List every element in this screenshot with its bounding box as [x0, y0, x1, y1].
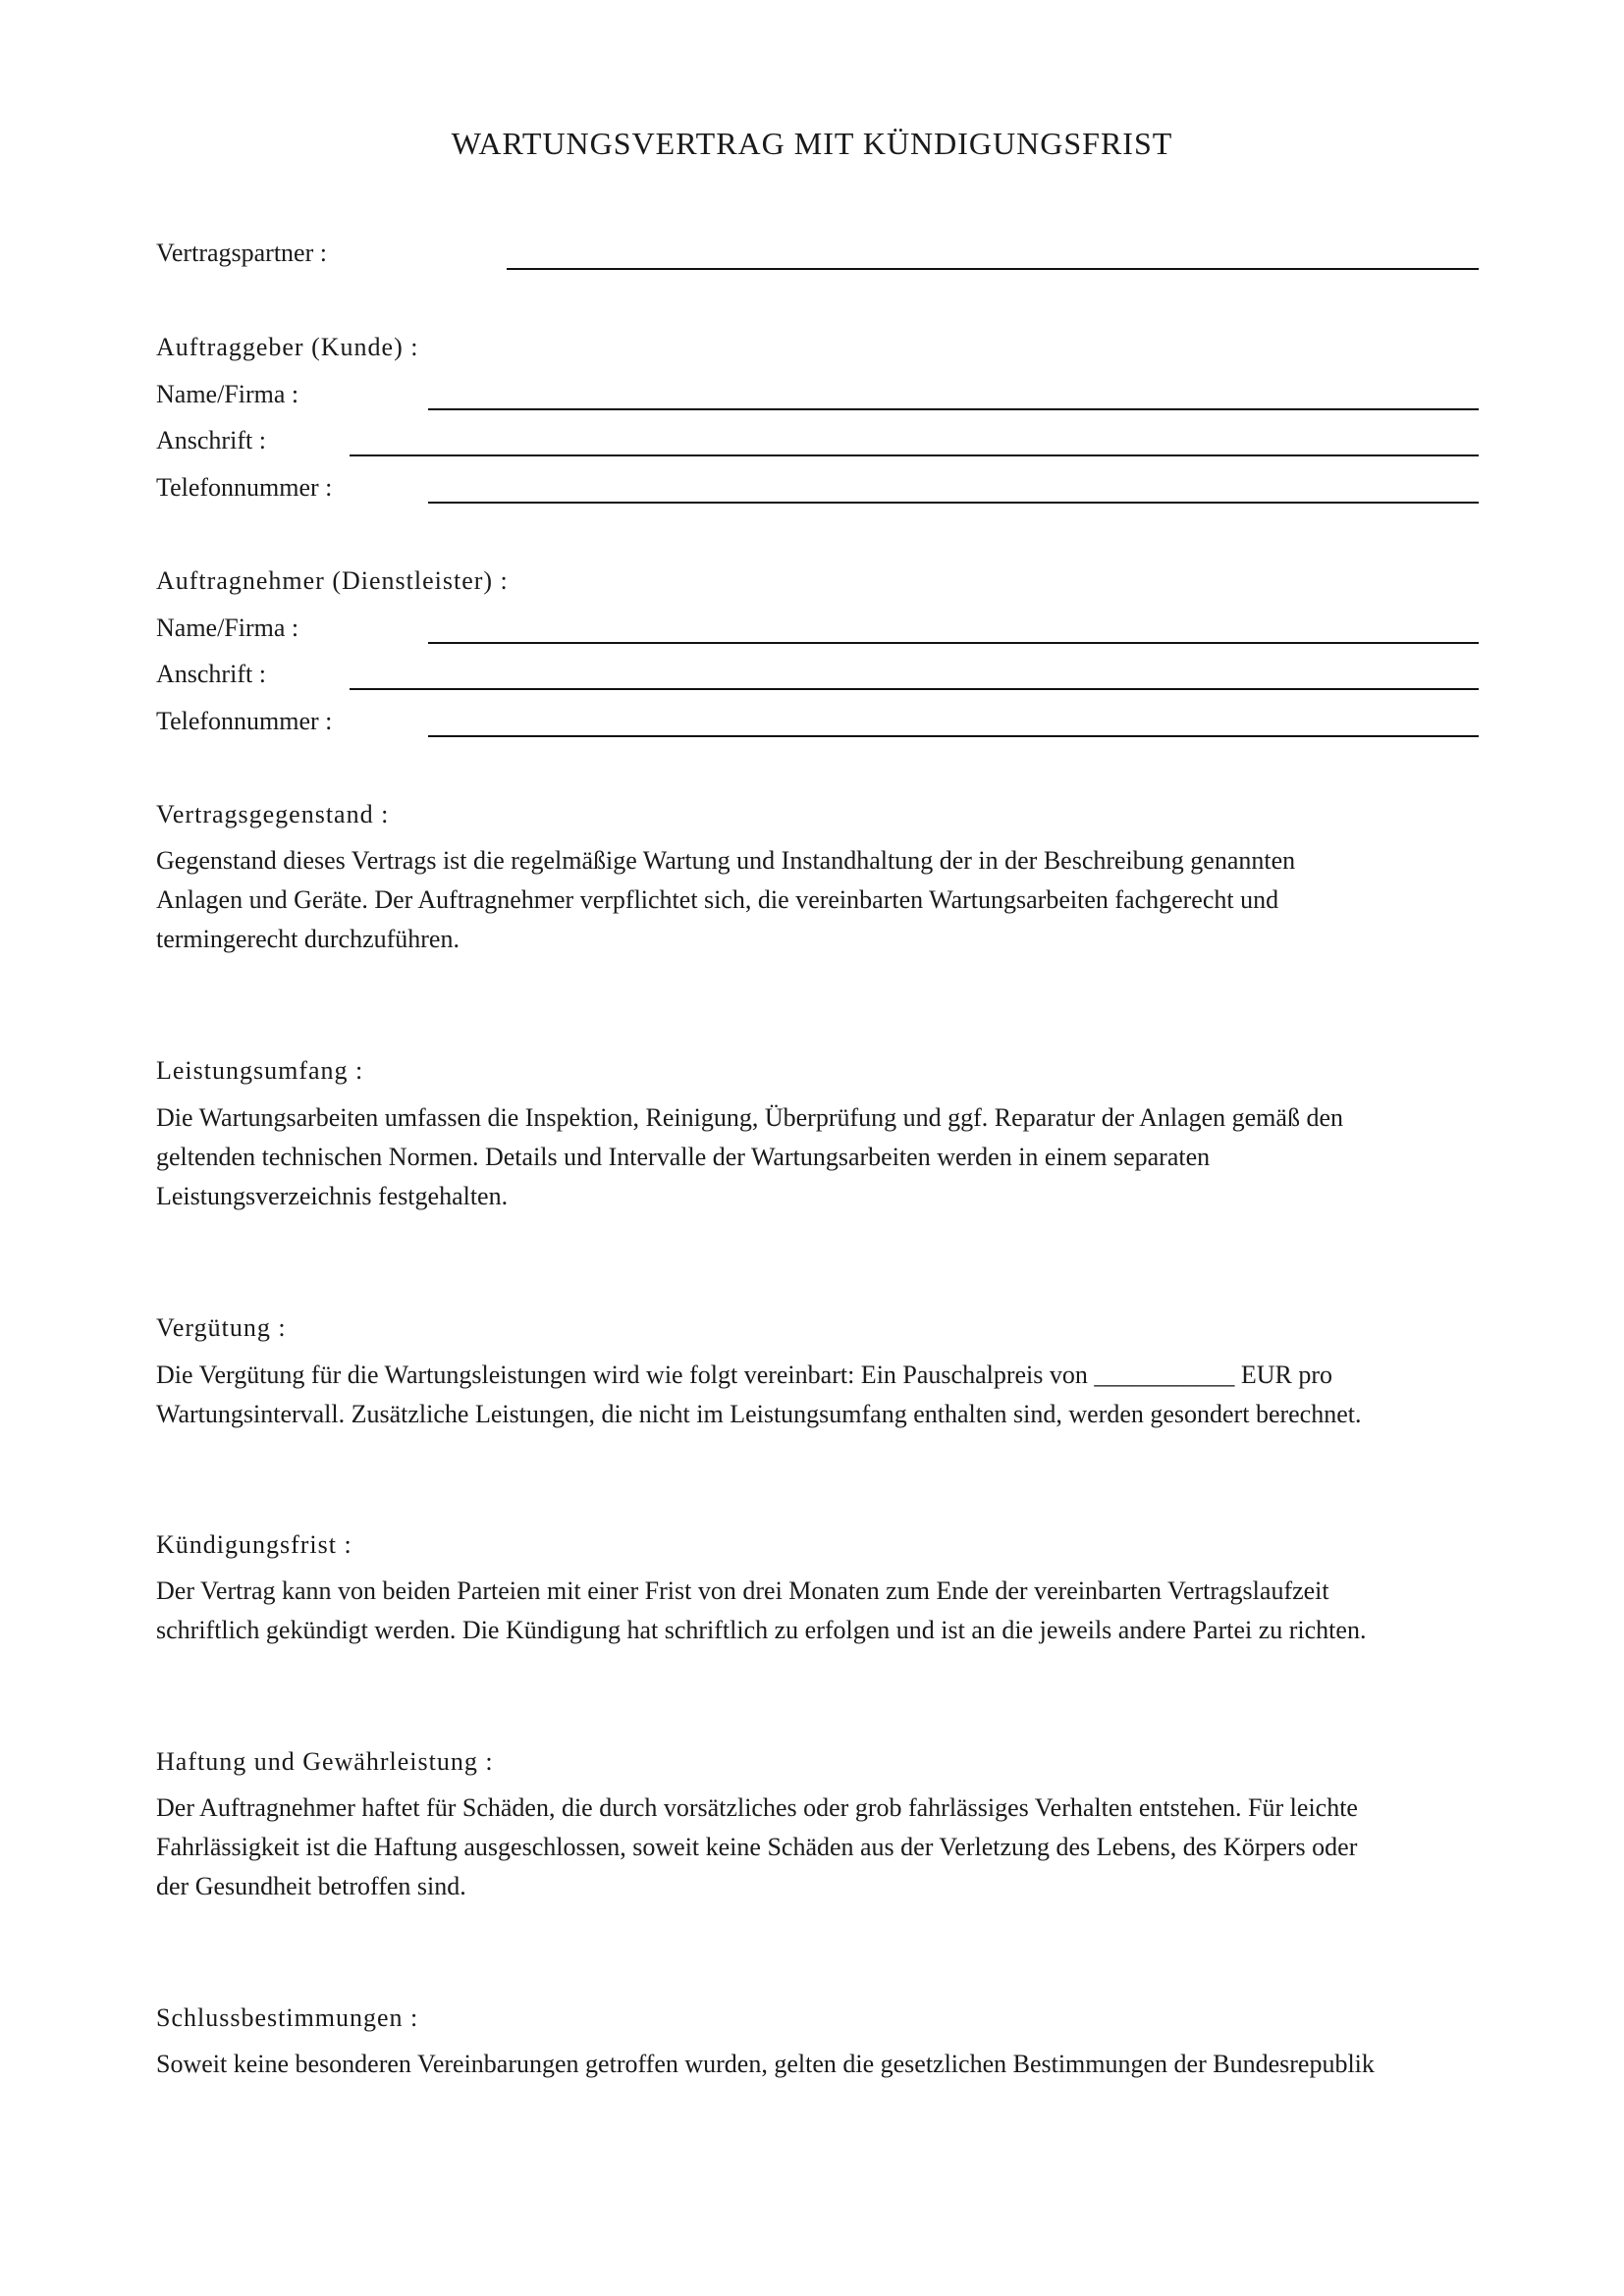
auftragnehmer-heading: Auftragnehmer (Dienstleister) :	[156, 566, 509, 595]
section-text-kuendigungsfrist	[156, 1572, 1491, 1650]
text-line: Leistungsverzeichnis festgehalten.	[156, 1182, 509, 1210]
section-heading-verguetung: Vergütung :	[156, 1313, 287, 1342]
auftragnehmer-anschrift-field[interactable]	[350, 688, 1479, 690]
auftraggeber-telefon-label: Telefonnummer :	[156, 473, 333, 502]
vertragspartner-label: Vertragspartner :	[156, 239, 327, 267]
section-heading-vertragsgegenstand: Vertragsgegenstand :	[156, 800, 390, 828]
auftraggeber-anschrift-field[interactable]	[350, 454, 1479, 456]
auftraggeber-anschrift-label: Anschrift :	[156, 426, 266, 454]
text-line: Der Auftragnehmer haftet für Schäden, die durch vorsätzliches oder grob fahrlässiges Verhalten entstehen. Für leichte	[156, 1793, 1358, 1822]
text-line: schriftlich gekündigt werden. Die Kündigung hat schriftlich zu erfolgen und ist an die jeweils andere Partei zu richten.	[156, 1616, 1367, 1644]
auftraggeber-name-field[interactable]	[428, 408, 1479, 410]
text-line: Die Vergütung für die Wartungsleistungen wird wie folgt vereinbart: Ein Pauschalpreis von ___________ EUR pro	[156, 1361, 1333, 1389]
text-line: Gegenstand dieses Vertrags ist die regelmäßige Wartung und Instandhaltung der in der Beschreibung genannten	[156, 846, 1296, 875]
auftraggeber-heading: Auftraggeber (Kunde) :	[156, 333, 419, 361]
auftragnehmer-telefon-label: Telefonnummer :	[156, 707, 333, 735]
section-text-schlussbestimmungen	[156, 2045, 1491, 2084]
text-line: der Gesundheit betroffen sind.	[156, 1872, 466, 1900]
text-line: Soweit keine besonderen Vereinbarungen getroffen wurden, gelten die gesetzlichen Bestimmungen der Bundesrepublik	[156, 2050, 1375, 2078]
document-title: WARTUNGSVERTRAG MIT KÜNDIGUNGSFRIST	[451, 126, 1173, 161]
auftragnehmer-anschrift-label: Anschrift :	[156, 660, 266, 688]
auftragnehmer-telefon-field[interactable]	[428, 735, 1479, 737]
text-line: Anlagen und Geräte. Der Auftragnehmer verpflichtet sich, die vereinbarten Wartungsarbeiten fachgerecht und	[156, 885, 1279, 914]
text-line: termingerecht durchzuführen.	[156, 925, 460, 953]
text-line: Die Wartungsarbeiten umfassen die Inspektion, Reinigung, Überprüfung und ggf. Reparatur der Anlagen gemäß den	[156, 1103, 1343, 1132]
text-line: Der Vertrag kann von beiden Parteien mit einer Frist von drei Monaten zum Ende der vereinbarten Vertragslaufzeit	[156, 1576, 1329, 1605]
text-line: geltenden technischen Normen. Details und Intervalle der Wartungsarbeiten werden in einem separaten	[156, 1143, 1211, 1171]
text-line: Wartungsintervall. Zusätzliche Leistungen, die nicht im Leistungsumfang enthalten sind, werden gesondert berechnet.	[156, 1400, 1362, 1428]
vertragspartner-field[interactable]	[507, 268, 1479, 270]
section-text-vertragsgegenstand	[156, 841, 1491, 959]
section-heading-haftung: Haftung und Gewährleistung :	[156, 1747, 494, 1776]
section-heading-kuendigungsfrist: Kündigungsfrist :	[156, 1530, 352, 1559]
auftraggeber-name-label: Name/Firma :	[156, 380, 299, 408]
section-heading-leistungsumfang: Leistungsumfang :	[156, 1056, 364, 1085]
section-text-verguetung	[156, 1356, 1491, 1434]
auftraggeber-telefon-field[interactable]	[428, 502, 1479, 504]
section-text-leistungsumfang	[156, 1098, 1491, 1216]
text-line: Fahrlässigkeit ist die Haftung ausgeschlossen, soweit keine Schäden aus der Verletzung des Lebens, des Körpers oder	[156, 1833, 1358, 1861]
auftragnehmer-name-field[interactable]	[428, 642, 1479, 644]
section-text-haftung	[156, 1789, 1491, 1906]
section-heading-schlussbestimmungen: Schlussbestimmungen :	[156, 2003, 419, 2032]
auftragnehmer-name-label: Name/Firma :	[156, 614, 299, 642]
